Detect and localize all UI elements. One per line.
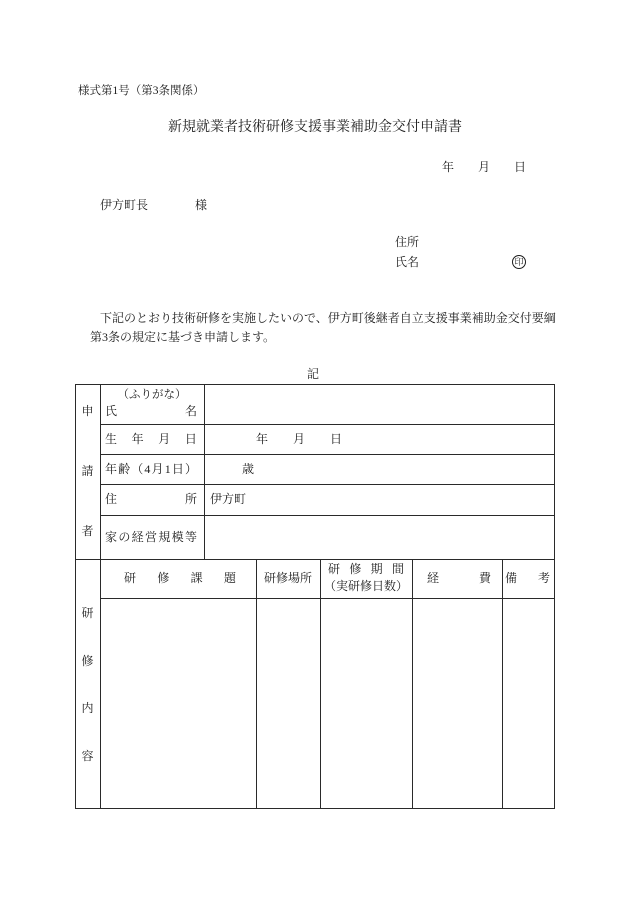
- body-text-line: 第3条の規定に基づき申請します。: [90, 330, 276, 344]
- label-glyph: 題: [223, 571, 236, 585]
- label-glyph: 営: [144, 530, 157, 544]
- section-divider: [75, 559, 555, 560]
- name-value-field: [205, 385, 554, 424]
- training-section-heading: [75, 607, 100, 762]
- subject-column-header: [124, 572, 236, 584]
- label-glyph: ）: [184, 462, 197, 476]
- label-glyph: 費: [478, 571, 491, 585]
- furigana-label: （ふりがな）: [117, 389, 187, 401]
- training-remarks-field: [503, 599, 554, 808]
- addressee-name: 伊方町長: [100, 198, 149, 212]
- label-glyph: 1: [164, 462, 171, 476]
- label-glyph: 年: [442, 160, 455, 174]
- seal-mark: 印: [512, 255, 526, 269]
- label-glyph: 期: [370, 562, 383, 576]
- label-glyph: 日: [513, 160, 526, 174]
- label-glyph: 名: [184, 404, 197, 418]
- label-glyph: 年: [131, 432, 144, 446]
- label-glyph: 修: [349, 562, 362, 576]
- label-glyph: 規: [158, 530, 171, 544]
- body-text-line: 下記のとおり技術研修を実施したいので、伊方町後継者自立支援事業補助金交付要綱: [100, 311, 556, 325]
- label-glyph: 月: [151, 462, 164, 476]
- label-glyph: 容: [81, 748, 94, 763]
- label-glyph: 月: [158, 432, 171, 446]
- applicant-row-divider: [100, 454, 555, 455]
- label-glyph: 考: [537, 571, 550, 585]
- label-glyph: 経: [427, 571, 440, 585]
- applicant-section-heading: [75, 405, 100, 537]
- training-subject-field: [101, 599, 256, 808]
- label-glyph: 修: [81, 653, 94, 668]
- period-column-header: [328, 563, 404, 575]
- label-glyph: 備: [505, 571, 518, 585]
- name-label: [105, 405, 197, 417]
- label-glyph: 日: [171, 462, 184, 476]
- label-glyph: 等: [184, 530, 197, 544]
- form-number: 様式第1号（第3条関係）: [78, 85, 205, 97]
- label-glyph: 修: [157, 571, 170, 585]
- label-glyph: 者: [81, 524, 94, 538]
- address-value: 伊方町: [210, 492, 247, 506]
- label-glyph: 研: [124, 571, 137, 585]
- label-glyph: 間: [391, 562, 404, 576]
- applicant-row-divider: [100, 484, 555, 485]
- age-label: [105, 463, 197, 475]
- label-glyph: （: [131, 462, 144, 476]
- period-column-note: （実研修日数）: [323, 579, 408, 593]
- label-glyph: 所: [184, 492, 197, 506]
- table-bottom-border: [75, 808, 555, 809]
- label-glyph: 請: [81, 464, 94, 478]
- cost-column-header: [427, 572, 491, 584]
- label-glyph: 内: [81, 701, 94, 716]
- birthdate-label: [105, 433, 197, 445]
- table-right-border: [554, 384, 555, 809]
- label-glyph: 月: [292, 432, 305, 446]
- label-glyph: 4: [144, 462, 151, 476]
- label-glyph: 研: [81, 606, 94, 620]
- farm-scale-label: [105, 531, 197, 543]
- applicant-row-divider: [100, 424, 555, 425]
- label-glyph: 年: [105, 462, 118, 476]
- address-label: [105, 493, 197, 505]
- ki-heading: 記: [307, 367, 320, 381]
- label-glyph: 日: [184, 432, 197, 446]
- document-title: 新規就業者技術研修支援事業補助金交付申請書: [168, 120, 462, 135]
- training-place-field: [257, 599, 320, 808]
- addressee-honorific: 様: [195, 198, 208, 212]
- training-period-field: [321, 599, 412, 808]
- label-glyph: 氏: [105, 404, 118, 418]
- remarks-column-header: [505, 572, 550, 584]
- applicant-name-label: 氏名: [395, 255, 420, 269]
- label-glyph: 家: [105, 530, 118, 544]
- label-glyph: 年: [256, 432, 269, 446]
- place-column-header: 研修場所: [263, 571, 312, 585]
- farm-scale-value-field: [205, 516, 554, 559]
- submission-date: [442, 161, 526, 173]
- label-glyph: 模: [171, 530, 184, 544]
- label-glyph: 生: [105, 432, 118, 446]
- training-cost-field: [413, 599, 502, 808]
- label-glyph: の: [118, 530, 131, 544]
- label-glyph: 課: [190, 571, 203, 585]
- label-glyph: 齢: [118, 462, 131, 476]
- age-value: 歳: [242, 462, 255, 476]
- label-glyph: 月: [477, 160, 490, 174]
- label-glyph: 経: [131, 530, 144, 544]
- label-glyph: 住: [105, 492, 118, 506]
- label-glyph: 申: [81, 404, 94, 418]
- label-glyph: 研: [328, 562, 341, 576]
- birthdate-value: [256, 433, 342, 445]
- applicant-address-label: 住所: [395, 235, 420, 249]
- label-glyph: 日: [329, 432, 342, 446]
